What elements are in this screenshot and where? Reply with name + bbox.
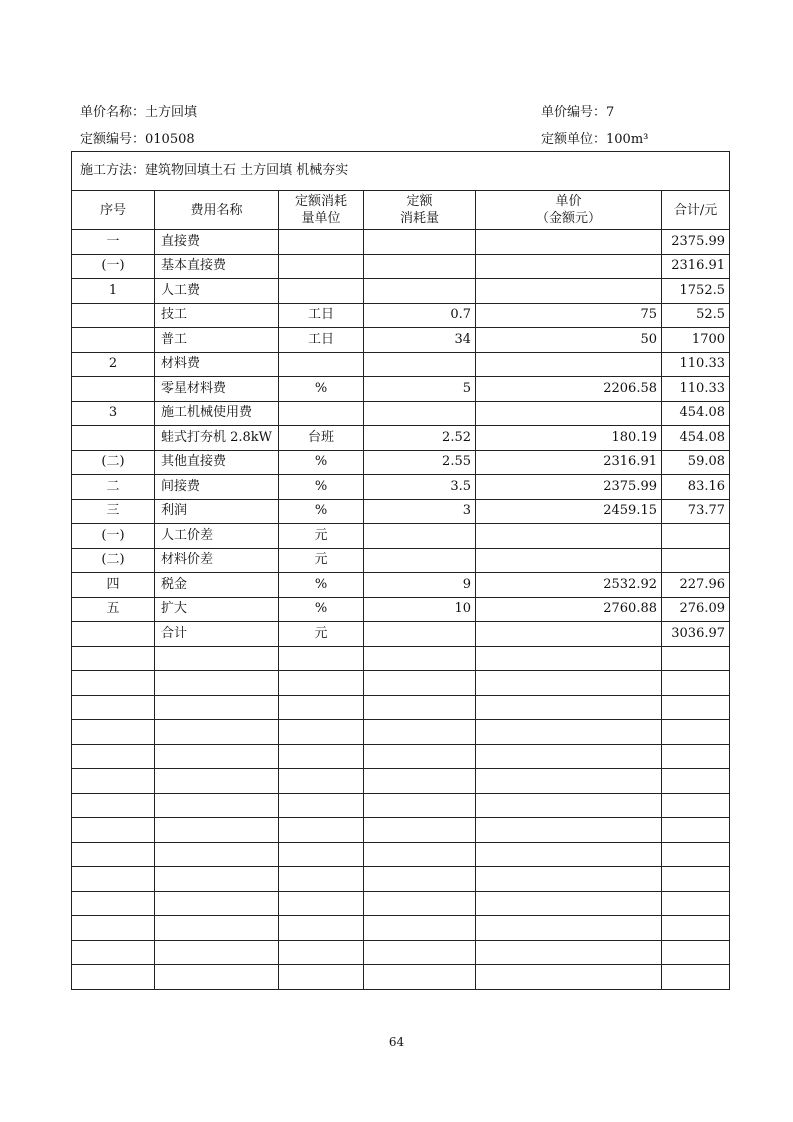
quota-unit <box>541 128 648 147</box>
cell-seq <box>72 622 155 647</box>
cell-total <box>662 744 730 769</box>
cell-seq <box>72 303 155 328</box>
cell-unit <box>279 254 364 279</box>
table-header <box>72 191 730 230</box>
cell-total <box>662 646 730 671</box>
cell-total <box>662 891 730 916</box>
col-name: 费用名称 <box>155 191 279 230</box>
table-row <box>72 720 730 745</box>
cell-qty <box>364 352 476 377</box>
cell-price <box>476 230 662 255</box>
cell-price <box>476 818 662 843</box>
cell-total <box>662 720 730 745</box>
cell-name <box>155 891 279 916</box>
cell-seq <box>72 426 155 451</box>
cell-total: 3036.97 <box>662 622 730 647</box>
cell-price <box>476 622 662 647</box>
cell-qty <box>364 524 476 549</box>
cell-seq <box>72 940 155 965</box>
cell-name <box>155 720 279 745</box>
cell-name: 施工机械使用费 <box>155 401 279 426</box>
table-row <box>72 524 730 549</box>
cell-name: 其他直接费 <box>155 450 279 475</box>
table-row <box>72 940 730 965</box>
cell-seq: 2 <box>72 352 155 377</box>
cell-seq <box>72 867 155 892</box>
cell-seq <box>72 916 155 941</box>
table-row <box>72 573 730 598</box>
cell-qty: 9 <box>364 573 476 598</box>
cell-unit <box>279 279 364 304</box>
cell-price: 2532.92 <box>476 573 662 598</box>
cell-unit <box>279 940 364 965</box>
cell-seq <box>72 646 155 671</box>
cell-qty: 2.55 <box>364 450 476 475</box>
col-qty-line1: 定额 <box>406 194 433 209</box>
cell-qty <box>364 940 476 965</box>
cell-total: 276.09 <box>662 597 730 622</box>
cell-seq: 五 <box>72 597 155 622</box>
cell-name <box>155 867 279 892</box>
col-unit-line2: 量单位 <box>301 211 341 226</box>
cell-total: 454.08 <box>662 426 730 451</box>
cell-unit: % <box>279 573 364 598</box>
cell-unit <box>279 720 364 745</box>
cell-name: 基本直接费 <box>155 254 279 279</box>
cell-total: 1752.5 <box>662 279 730 304</box>
cell-unit <box>279 646 364 671</box>
cell-total: 110.33 <box>662 352 730 377</box>
cell-total <box>662 524 730 549</box>
cell-price <box>476 769 662 794</box>
cell-name: 直接费 <box>155 230 279 255</box>
table-row <box>72 499 730 524</box>
cell-seq: (二) <box>72 548 155 573</box>
cell-total <box>662 965 730 990</box>
cell-qty <box>364 622 476 647</box>
cell-total <box>662 793 730 818</box>
cell-price: 2316.91 <box>476 450 662 475</box>
cell-name <box>155 646 279 671</box>
unit-price-number-label: 单价编号： <box>541 105 607 120</box>
cell-price <box>476 842 662 867</box>
cell-price <box>476 720 662 745</box>
cell-seq <box>72 891 155 916</box>
cell-qty <box>364 891 476 916</box>
cell-qty <box>364 818 476 843</box>
cell-unit: % <box>279 377 364 402</box>
cell-price <box>476 793 662 818</box>
cell-qty <box>364 401 476 426</box>
cell-unit <box>279 965 364 990</box>
quota-unit-value: 100m³ <box>606 132 649 147</box>
cell-price <box>476 891 662 916</box>
cell-name: 零星材料费 <box>155 377 279 402</box>
cell-unit <box>279 818 364 843</box>
cell-name <box>155 842 279 867</box>
table-row <box>72 597 730 622</box>
cell-total <box>662 769 730 794</box>
table-row <box>72 769 730 794</box>
cell-price: 50 <box>476 328 662 353</box>
cell-total <box>662 867 730 892</box>
cell-price <box>476 744 662 769</box>
cell-qty <box>364 548 476 573</box>
table-row <box>72 891 730 916</box>
col-price-line1: 单价 <box>555 194 582 209</box>
cell-name: 税金 <box>155 573 279 598</box>
col-total: 合计/元 <box>662 191 730 230</box>
table-row <box>72 916 730 941</box>
cell-unit <box>279 793 364 818</box>
cell-seq <box>72 965 155 990</box>
unit-price-number-value: 7 <box>606 105 615 120</box>
cell-seq <box>72 695 155 720</box>
col-unit <box>279 191 364 230</box>
table-row <box>72 279 730 304</box>
cell-total: 2316.91 <box>662 254 730 279</box>
quota-unit-label: 定额单位： <box>541 132 607 147</box>
unit-price-number <box>541 101 614 120</box>
col-qty <box>364 191 476 230</box>
cell-name: 技工 <box>155 303 279 328</box>
cell-total <box>662 940 730 965</box>
table-row <box>72 842 730 867</box>
cell-price <box>476 867 662 892</box>
cell-name: 蛙式打夯机 2.8kW <box>155 426 279 451</box>
cell-qty <box>364 769 476 794</box>
cell-seq <box>72 793 155 818</box>
cell-unit <box>279 842 364 867</box>
unit-price-name-label: 单价名称： <box>80 105 146 120</box>
cell-total: 83.16 <box>662 475 730 500</box>
cell-seq <box>72 769 155 794</box>
col-price <box>476 191 662 230</box>
cell-unit: 台班 <box>279 426 364 451</box>
cell-total: 73.77 <box>662 499 730 524</box>
cell-qty <box>364 744 476 769</box>
cell-qty <box>364 842 476 867</box>
col-price-line2: （金额元） <box>535 211 601 226</box>
cell-name <box>155 671 279 696</box>
cell-total: 454.08 <box>662 401 730 426</box>
cell-qty: 0.7 <box>364 303 476 328</box>
cell-price: 2760.88 <box>476 597 662 622</box>
cell-name: 人工价差 <box>155 524 279 549</box>
cell-qty <box>364 867 476 892</box>
cell-name <box>155 916 279 941</box>
table-row <box>72 230 730 255</box>
cell-price <box>476 646 662 671</box>
cell-price: 2459.15 <box>476 499 662 524</box>
cell-seq: (一) <box>72 524 155 549</box>
cell-total <box>662 695 730 720</box>
cell-price <box>476 279 662 304</box>
cell-price <box>476 254 662 279</box>
table-row <box>72 426 730 451</box>
quota-code-label: 定额编号： <box>80 132 146 147</box>
cell-total: 59.08 <box>662 450 730 475</box>
table-row <box>72 695 730 720</box>
cell-price: 75 <box>476 303 662 328</box>
cell-price: 2375.99 <box>476 475 662 500</box>
cell-price <box>476 695 662 720</box>
cell-name: 人工费 <box>155 279 279 304</box>
table-row <box>72 646 730 671</box>
cell-unit <box>279 671 364 696</box>
cell-unit <box>279 916 364 941</box>
col-seq: 序号 <box>72 191 155 230</box>
cell-name: 合计 <box>155 622 279 647</box>
cell-unit: % <box>279 450 364 475</box>
unit-price-name <box>80 101 197 120</box>
table-row <box>72 671 730 696</box>
cell-total: 52.5 <box>662 303 730 328</box>
cell-qty: 10 <box>364 597 476 622</box>
table-row <box>72 303 730 328</box>
cell-name: 间接费 <box>155 475 279 500</box>
cell-qty: 3.5 <box>364 475 476 500</box>
cell-price <box>476 671 662 696</box>
cell-price <box>476 916 662 941</box>
cell-unit <box>279 769 364 794</box>
cell-qty <box>364 965 476 990</box>
cell-unit <box>279 891 364 916</box>
quota-code-value: 010508 <box>145 132 195 147</box>
cell-unit <box>279 867 364 892</box>
cell-qty <box>364 695 476 720</box>
cell-unit: 工日 <box>279 328 364 353</box>
cell-name: 普工 <box>155 328 279 353</box>
cell-price <box>476 548 662 573</box>
construction-method: 施工方法：建筑物回填土石 土方回填 机械夯实 <box>72 152 730 191</box>
table-row <box>72 401 730 426</box>
cell-total <box>662 842 730 867</box>
cell-qty <box>364 646 476 671</box>
table-row <box>72 622 730 647</box>
cell-qty <box>364 793 476 818</box>
cost-table <box>71 151 730 990</box>
cell-seq: 四 <box>72 573 155 598</box>
cell-name <box>155 695 279 720</box>
cell-seq <box>72 671 155 696</box>
table-row <box>72 450 730 475</box>
table-row <box>72 867 730 892</box>
construction-method-row <box>72 152 730 191</box>
cell-qty <box>364 230 476 255</box>
cell-name <box>155 793 279 818</box>
table-row <box>72 352 730 377</box>
cell-seq: 一 <box>72 230 155 255</box>
cell-unit: 元 <box>279 622 364 647</box>
cell-total: 2375.99 <box>662 230 730 255</box>
cell-name: 材料价差 <box>155 548 279 573</box>
cell-qty: 3 <box>364 499 476 524</box>
cell-seq: (一) <box>72 254 155 279</box>
page-number: 64 <box>388 1035 405 1049</box>
cell-seq: 三 <box>72 499 155 524</box>
cell-qty: 5 <box>364 377 476 402</box>
cell-unit <box>279 401 364 426</box>
col-unit-line1: 定额消耗 <box>294 194 347 209</box>
cell-name <box>155 965 279 990</box>
cell-price <box>476 940 662 965</box>
cell-qty: 34 <box>364 328 476 353</box>
cell-total <box>662 548 730 573</box>
table-row <box>72 377 730 402</box>
cell-seq: 1 <box>72 279 155 304</box>
cell-unit: % <box>279 475 364 500</box>
cell-price: 180.19 <box>476 426 662 451</box>
cell-total <box>662 818 730 843</box>
cell-price <box>476 524 662 549</box>
cell-unit: % <box>279 597 364 622</box>
cell-qty <box>364 720 476 745</box>
cell-qty <box>364 916 476 941</box>
cell-unit: 元 <box>279 524 364 549</box>
table-row <box>72 793 730 818</box>
cell-seq <box>72 744 155 769</box>
cell-seq <box>72 818 155 843</box>
table-row <box>72 965 730 990</box>
table-row <box>72 254 730 279</box>
cell-price <box>476 401 662 426</box>
cell-name <box>155 744 279 769</box>
table-row <box>72 548 730 573</box>
cell-total: 1700 <box>662 328 730 353</box>
cell-name <box>155 769 279 794</box>
cell-seq <box>72 328 155 353</box>
table-row <box>72 818 730 843</box>
cell-seq: (二) <box>72 450 155 475</box>
cell-seq <box>72 377 155 402</box>
cell-unit: 元 <box>279 548 364 573</box>
cell-seq: 3 <box>72 401 155 426</box>
cell-seq <box>72 720 155 745</box>
cell-unit <box>279 230 364 255</box>
cell-price: 2206.58 <box>476 377 662 402</box>
cell-total <box>662 916 730 941</box>
cell-name: 利润 <box>155 499 279 524</box>
col-qty-line2: 消耗量 <box>399 211 439 226</box>
cell-seq: 二 <box>72 475 155 500</box>
cell-name <box>155 940 279 965</box>
cell-total: 110.33 <box>662 377 730 402</box>
cell-name: 扩大 <box>155 597 279 622</box>
cell-unit: % <box>279 499 364 524</box>
cell-qty <box>364 671 476 696</box>
cell-total: 227.96 <box>662 573 730 598</box>
cell-unit <box>279 744 364 769</box>
unit-price-name-value: 土方回填 <box>145 105 198 120</box>
table-row <box>72 744 730 769</box>
cell-seq <box>72 842 155 867</box>
cell-price <box>476 965 662 990</box>
cell-qty: 2.52 <box>364 426 476 451</box>
quota-code <box>80 128 195 147</box>
cell-unit <box>279 352 364 377</box>
cell-unit <box>279 695 364 720</box>
table-row <box>72 328 730 353</box>
cell-total <box>662 671 730 696</box>
cell-qty <box>364 279 476 304</box>
cell-qty <box>364 254 476 279</box>
table-row <box>72 475 730 500</box>
cell-name <box>155 818 279 843</box>
cell-unit: 工日 <box>279 303 364 328</box>
cell-name: 材料费 <box>155 352 279 377</box>
cell-price <box>476 352 662 377</box>
